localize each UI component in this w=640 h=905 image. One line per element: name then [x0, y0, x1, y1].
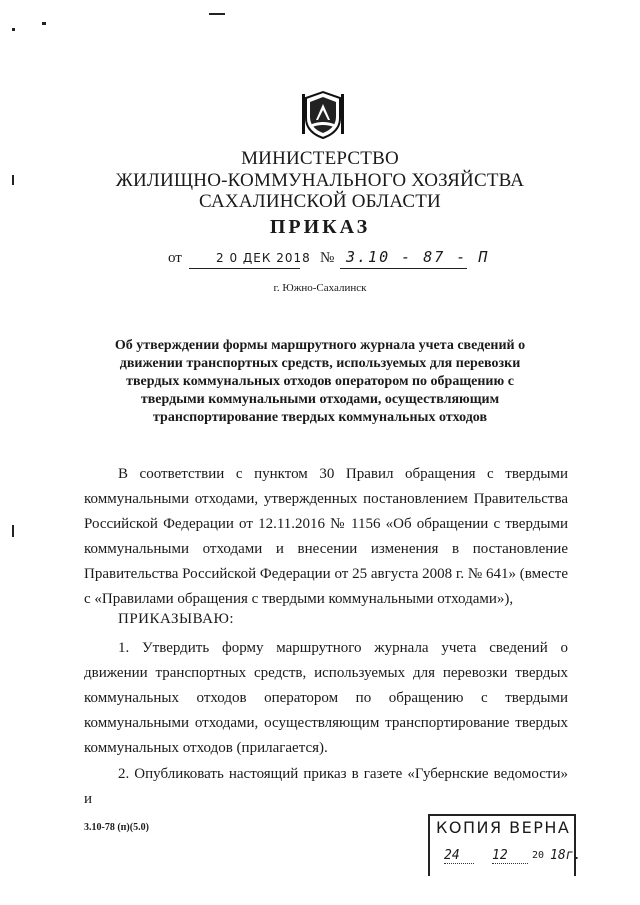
orders-keyword: ПРИКАЗЫВАЮ: — [118, 611, 235, 627]
date-stamp-value: 2 0 ДЕК 2018 — [216, 251, 311, 265]
scan-speck — [42, 22, 46, 25]
order-item-2: 2. Опубликовать настоящий приказ в газете «Губернские ведомости» и — [84, 766, 568, 807]
document-type-title: ПРИКАЗ — [269, 216, 371, 238]
order-item-1: 1. Утвердить форму маршрутного журнала учета сведений о движении транспортных средств, используемых для перевозки твердых коммунальных отходов оператором по обращению с твердыми коммунальными отходами, осуществляющим транспортирование твердых коммунальных отходов (прилагается). — [84, 640, 568, 756]
ministry-name-line1: МИНИСТЕРСТВО — [241, 148, 399, 169]
order-subject-heading: Об утверждении формы маршрутного журнала учета сведений о движении транспортных средств, используемых для перевозки твердых коммунальных отходов оператором по обращению с твердыми коммунальными отходами, осуществляющим транспортирование твердых коммунальных отходов — [114, 338, 526, 425]
document-code: 3.10-78 (п)(5.0) — [84, 822, 149, 833]
ministry-name-line2: ЖИЛИЩНО-КОММУНАЛЬНОГО ХОЗЯЙСТВА — [115, 170, 525, 191]
sakhalin-coat-of-arms-icon — [300, 90, 346, 140]
order-number-value: 3.10 - 87 - П — [346, 248, 490, 266]
order-date-number-row — [0, 250, 640, 274]
stamp-year-prefix: 20 — [532, 850, 545, 861]
certified-copy-stamp — [428, 814, 582, 876]
scan-speck — [12, 28, 15, 31]
scan-speck — [12, 525, 14, 537]
preamble-paragraph: В соответствии с пунктом 30 Правил обращения с твердыми коммунальными отходами, утвержденных постановлением Правительства Российской Федерации от 12.11.2016 № 1156 «Об обращении с твердыми коммунальными отходами и внесении изменения в постановление Правительства Российской Федерации от 25 августа 2008 г. № 641» (вместе с «Правилами обращения с твердыми коммунальными отходами»), — [84, 466, 568, 607]
scan-speck — [209, 13, 225, 15]
number-label: № — [320, 250, 335, 266]
stamp-year-suffix: 18г. — [550, 848, 582, 863]
stamp-day: 24 — [444, 848, 474, 864]
stamp-title: КОПИЯ ВЕРНА — [436, 818, 571, 837]
date-label: от — [168, 250, 182, 266]
stamp-date — [436, 848, 582, 870]
ministry-name-line3: САХАЛИНСКОЙ ОБЛАСТИ — [199, 191, 441, 212]
stamp-month: 12 — [492, 848, 528, 864]
city-label: г. Южно-Сахалинск — [273, 282, 367, 294]
